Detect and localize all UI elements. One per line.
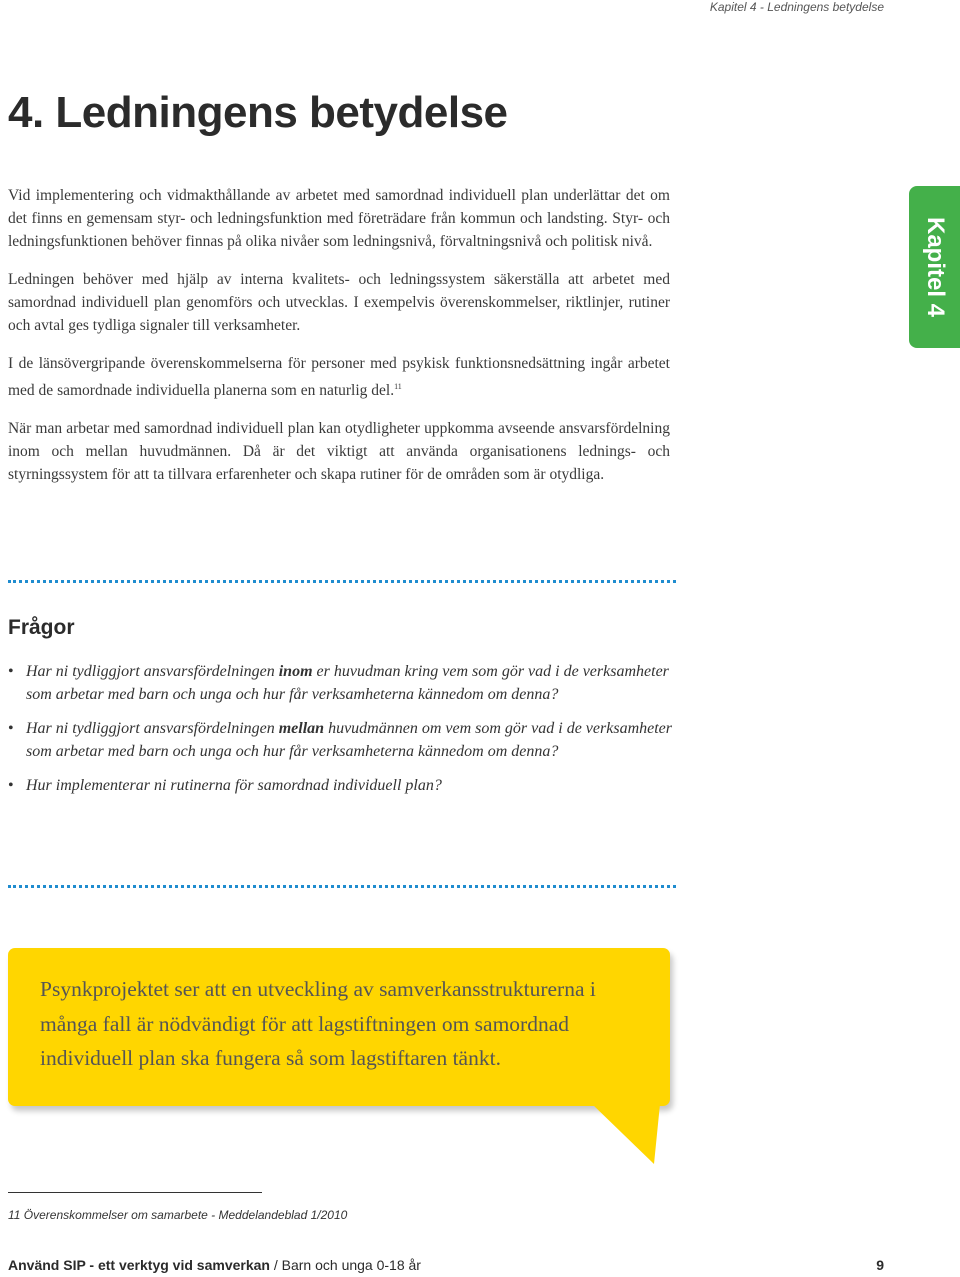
question-text: Har ni tydliggjort ansvarsfördelningen bbox=[26, 663, 279, 680]
paragraph: Ledningen behöver med hjälp av interna kvalitets- och ledningssystem säkerställa att arbetet med samordnad individuell plan genomförs och utvecklas. I exempelvis överenskommelser, riktlinjer, rutiner och avtal ges tydliga signaler till verksamheter. bbox=[8, 271, 670, 334]
question-text: huvudmännen om vem som gör vad i de verksamheter som arbetar med barn och unga och hur får verksamheterna kännedom om denna? bbox=[26, 720, 672, 760]
dotted-divider bbox=[8, 885, 676, 888]
chapter-tab bbox=[909, 186, 960, 348]
page-footer bbox=[8, 1257, 884, 1277]
question-emphasis: mellan bbox=[278, 720, 325, 737]
footnote-reference: 11 bbox=[394, 382, 402, 391]
footnote: 11 Överenskommelser om samarbete - Meddelandeblad 1/2010 bbox=[8, 1208, 348, 1222]
question-list bbox=[8, 660, 676, 808]
paragraph-text: I de länsövergripande överenskommelserna för personer med psykisk funktionsnedsättning ingår arbetet med de samordnade individuella planerna som en naturlig del. bbox=[8, 355, 670, 399]
question-item bbox=[8, 774, 676, 797]
footer-title: Använd SIP - ett verktyg vid samverkan bbox=[8, 1257, 270, 1273]
callout-box bbox=[8, 948, 670, 1106]
speech-bubble-tail-icon bbox=[588, 1104, 660, 1166]
question-emphasis: inom bbox=[278, 663, 313, 680]
body-text bbox=[8, 184, 670, 501]
question-item bbox=[8, 660, 676, 706]
question-text: Har ni tydliggjort ansvarsfördelningen bbox=[26, 720, 279, 737]
chapter-tab-label: Kapitel 4 bbox=[921, 216, 949, 318]
callout-text: Psynkprojektet ser att en utveckling av samverkansstrukturerna i många fall är nödvändigt för att lagstiftningen om samordnad individuell plan ska fungera så som lagstiftaren tänkt. bbox=[40, 977, 596, 1070]
dotted-divider bbox=[8, 580, 676, 583]
footer-subtitle: Barn och unga 0-18 år bbox=[281, 1257, 421, 1273]
question-item bbox=[8, 717, 676, 763]
chapter-title: 4. Ledningens betydelse bbox=[8, 88, 508, 137]
questions-heading: Frågor bbox=[8, 616, 75, 639]
running-header: Kapitel 4 - Ledningens betydelse bbox=[709, 0, 884, 14]
question-text: er huvudman kring vem som gör vad i de verksamheter som arbetar med barn och unga och hur får verksamheterna kännedom om denna? bbox=[26, 663, 669, 703]
question-text: Hur implementerar ni rutinerna för samordnad individuell plan? bbox=[26, 777, 442, 794]
footnote-divider bbox=[8, 1192, 262, 1193]
footer-separator: / bbox=[269, 1257, 282, 1273]
page-number: 9 bbox=[876, 1257, 884, 1273]
paragraph bbox=[8, 352, 670, 402]
paragraph: Vid implementering och vidmakthållande av arbetet med samordnad individuell plan underlättar det om det finns en gemensam styr- och ledningsfunktion med företrädare från kommun och landsting. Styr- och ledningsfunktionen behöver finnas på olika nivåer som ledningsnivå, förvaltningsnivå och politisk nivå. bbox=[8, 187, 670, 250]
paragraph: När man arbetar med samordnad individuell plan kan otydligheter uppkomma avseende ansvarsfördelning inom och mellan huvudmännen. Då är det viktigt att använda organisationens lednings- och styrningssystem för att ta tillvara erfarenheter och skapa rutiner för de områden som är otydliga. bbox=[8, 420, 670, 483]
